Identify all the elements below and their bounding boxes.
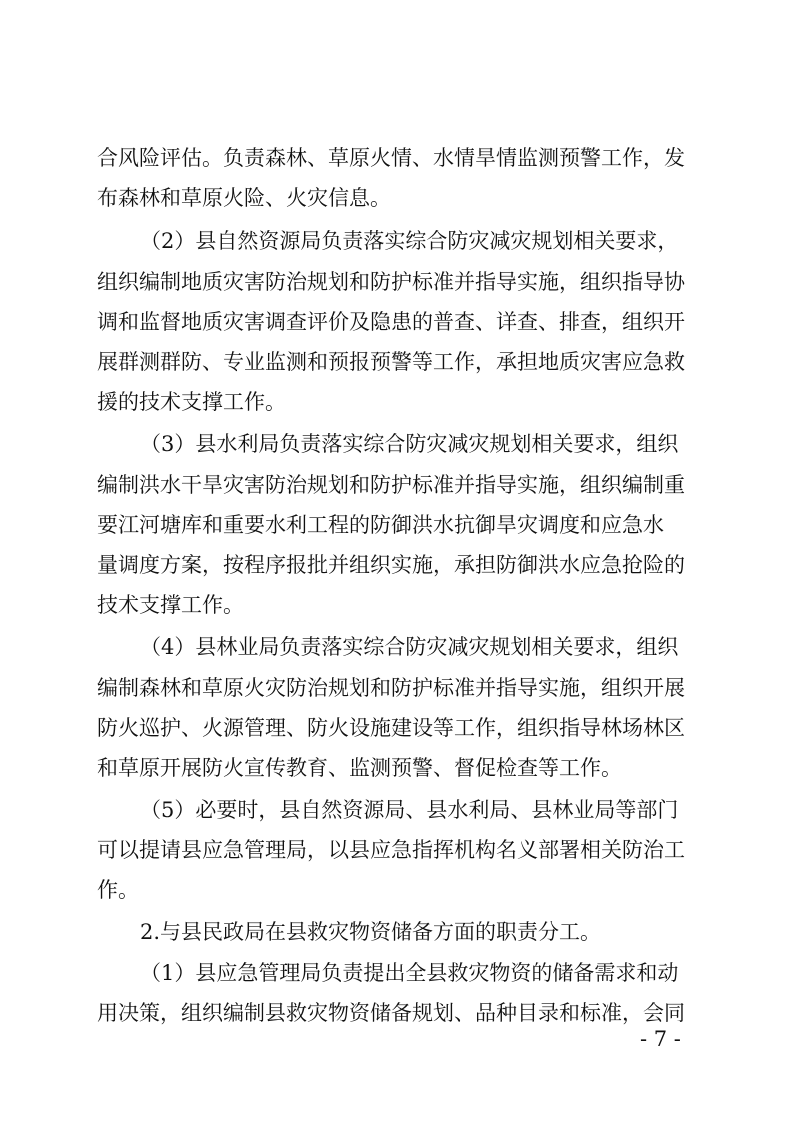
page-number: - 7 - [640,1027,681,1051]
text-line: 调和监督地质灾害调查评价及隐患的普查、详查、排查，组织开 [97,310,685,334]
text-line: 量调度方案，按程序报批并组织实施，承担防御洪水应急抢险的 [97,553,685,577]
text-line: 援的技术支撑工作。 [97,390,286,414]
paragraph-start: （1）县应急管理局负责提出全县救灾物资的储备需求和动 [140,961,679,985]
text-line: 合风险评估。负责森林、草原火情、水情旱情监测预警工作，发 [97,146,685,170]
text-line: 用决策，组织编制县救灾物资储备规划、品种目录和标准，会同 [97,1001,685,1025]
text-line: 防火巡护、火源管理、防火设施建设等工作，组织指导林场林区 [97,716,685,740]
text-line: 编制洪水干旱灾害防治规划和防护标准并指导实施，组织编制重 [97,473,685,497]
text-line: 作。 [97,878,139,902]
paragraph-start: （4）县林业局负责落实综合防灾减灾规划相关要求，组织 [140,635,679,659]
paragraph-start: （5）必要时，县自然资源局、县水利局、县林业局等部门 [140,798,679,822]
text-line: 展群测群防、专业监测和预报预警等工作，承担地质灾害应急救 [97,350,685,374]
text-line: 布森林和草原火险、火灾信息。 [97,186,391,210]
text-line: 编制森林和草原火灾防治规划和防护标准并指导实施，组织开展 [97,676,685,700]
text-line: 和草原开展防火宣传教育、监测预警、督促检查等工作。 [97,756,622,780]
text-line: 组织编制地质灾害防治规划和防护标准并指导实施，组织指导协 [97,270,685,294]
paragraph-start: （2）县自然资源局负责落实综合防灾减灾规划相关要求， [140,229,679,253]
text-line: 要江河塘库和重要水利工程的防御洪水抗御旱灾调度和应急水 [97,513,664,537]
paragraph-start: （3）县水利局负责落实综合防灾减灾规划相关要求，组织 [140,432,679,456]
text-line: 可以提请县应急管理局，以县应急指挥机构名义部署相关防治工 [97,838,685,862]
text-line: 技术支撑工作。 [97,593,244,617]
section-heading: 2.与县民政局在县救灾物资储备方面的职责分工。 [140,920,602,944]
